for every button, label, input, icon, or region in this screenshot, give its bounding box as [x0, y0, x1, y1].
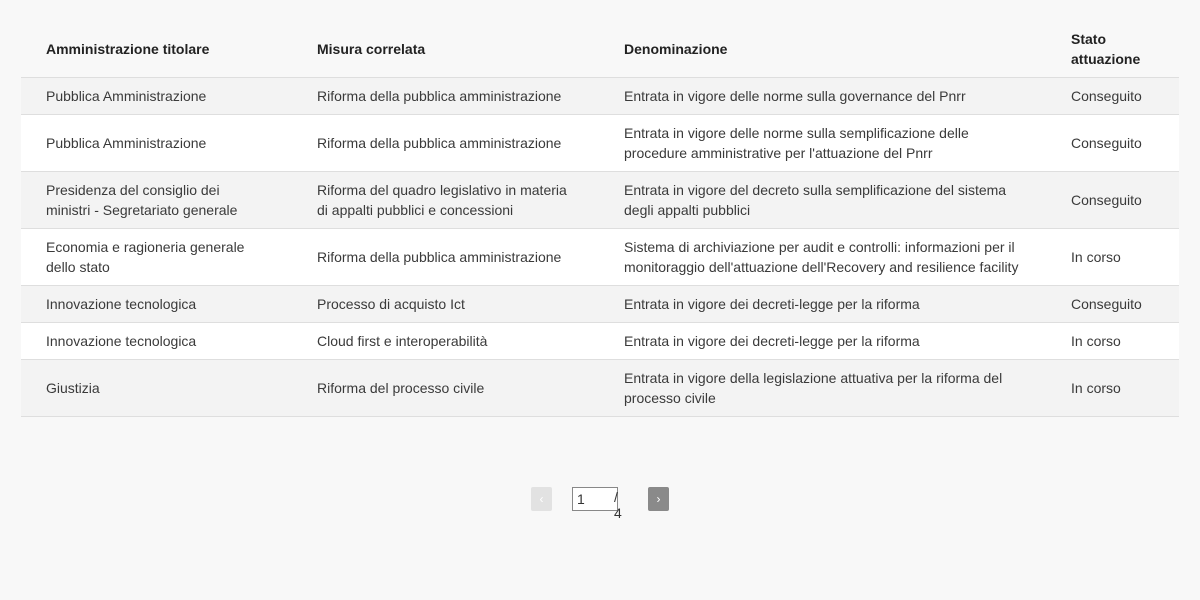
cell-amministrazione: Economia e ragioneria generale dello stato	[21, 229, 292, 286]
table-header-row	[21, 20, 1179, 78]
table-row[interactable]	[21, 172, 1179, 229]
cell-misura: Riforma del quadro legislativo in materia di appalti pubblici e concessioni	[292, 172, 599, 229]
cell-misura: Riforma della pubblica amministrazione	[292, 115, 599, 172]
table-row[interactable]	[21, 323, 1179, 360]
cell-misura: Riforma della pubblica amministrazione	[292, 229, 599, 286]
cell-amministrazione: Pubblica Amministrazione	[21, 78, 292, 115]
page-number-input[interactable]	[572, 487, 618, 511]
cell-stato: In corso	[1046, 323, 1179, 360]
cell-amministrazione: Presidenza del consiglio dei ministri - Segretariato generale	[21, 172, 292, 229]
column-header-misura[interactable]: Misura correlata	[292, 20, 599, 78]
chevron-right-icon: ›	[656, 492, 661, 506]
cell-stato: Conseguito	[1046, 115, 1179, 172]
table-container	[21, 20, 1179, 500]
cell-amministrazione: Giustizia	[21, 360, 292, 417]
column-header-stato[interactable]: Stato attuazione	[1046, 20, 1179, 78]
table-row[interactable]	[21, 360, 1179, 417]
column-header-amministrazione[interactable]: Amministrazione titolare	[21, 20, 292, 78]
table-row[interactable]	[21, 286, 1179, 323]
measures-table	[21, 20, 1179, 417]
table-row[interactable]	[21, 78, 1179, 115]
table-row[interactable]	[21, 115, 1179, 172]
cell-stato: Conseguito	[1046, 286, 1179, 323]
previous-page-button[interactable]	[531, 487, 552, 511]
cell-stato: In corso	[1046, 360, 1179, 417]
cell-misura: Riforma del processo civile	[292, 360, 599, 417]
chevron-left-icon: ‹	[539, 492, 544, 506]
cell-denominazione: Entrata in vigore dei decreti-legge per la riforma	[599, 323, 1046, 360]
cell-denominazione: Entrata in vigore del decreto sulla semplificazione del sistema degli appalti pubblici	[599, 172, 1046, 229]
cell-misura: Processo di acquisto Ict	[292, 286, 599, 323]
pagination	[0, 487, 1200, 521]
cell-denominazione: Entrata in vigore dei decreti-legge per la riforma	[599, 286, 1046, 323]
table-row[interactable]	[21, 229, 1179, 286]
cell-amministrazione: Innovazione tecnologica	[21, 286, 292, 323]
cell-misura: Riforma della pubblica amministrazione	[292, 78, 599, 115]
cell-denominazione: Sistema di archiviazione per audit e controlli: informazioni per il monitoraggio dell'attuazione dell'Recovery and resilience facility	[599, 229, 1046, 286]
cell-amministrazione: Innovazione tecnologica	[21, 323, 292, 360]
table-body	[21, 78, 1179, 417]
cell-misura: Cloud first e interoperabilità	[292, 323, 599, 360]
next-page-button[interactable]	[648, 487, 669, 511]
cell-amministrazione: Pubblica Amministrazione	[21, 115, 292, 172]
cell-stato: In corso	[1046, 229, 1179, 286]
cell-denominazione: Entrata in vigore delle norme sulla governance del Pnrr	[599, 78, 1046, 115]
column-header-denominazione[interactable]: Denominazione	[599, 20, 1046, 78]
cell-denominazione: Entrata in vigore delle norme sulla semplificazione delle procedure amministrative per l'attuazione del Pnrr	[599, 115, 1046, 172]
cell-stato: Conseguito	[1046, 172, 1179, 229]
cell-stato: Conseguito	[1046, 78, 1179, 115]
total-pages-label: / 4	[614, 489, 622, 521]
cell-denominazione: Entrata in vigore della legislazione attuativa per la riforma del processo civile	[599, 360, 1046, 417]
